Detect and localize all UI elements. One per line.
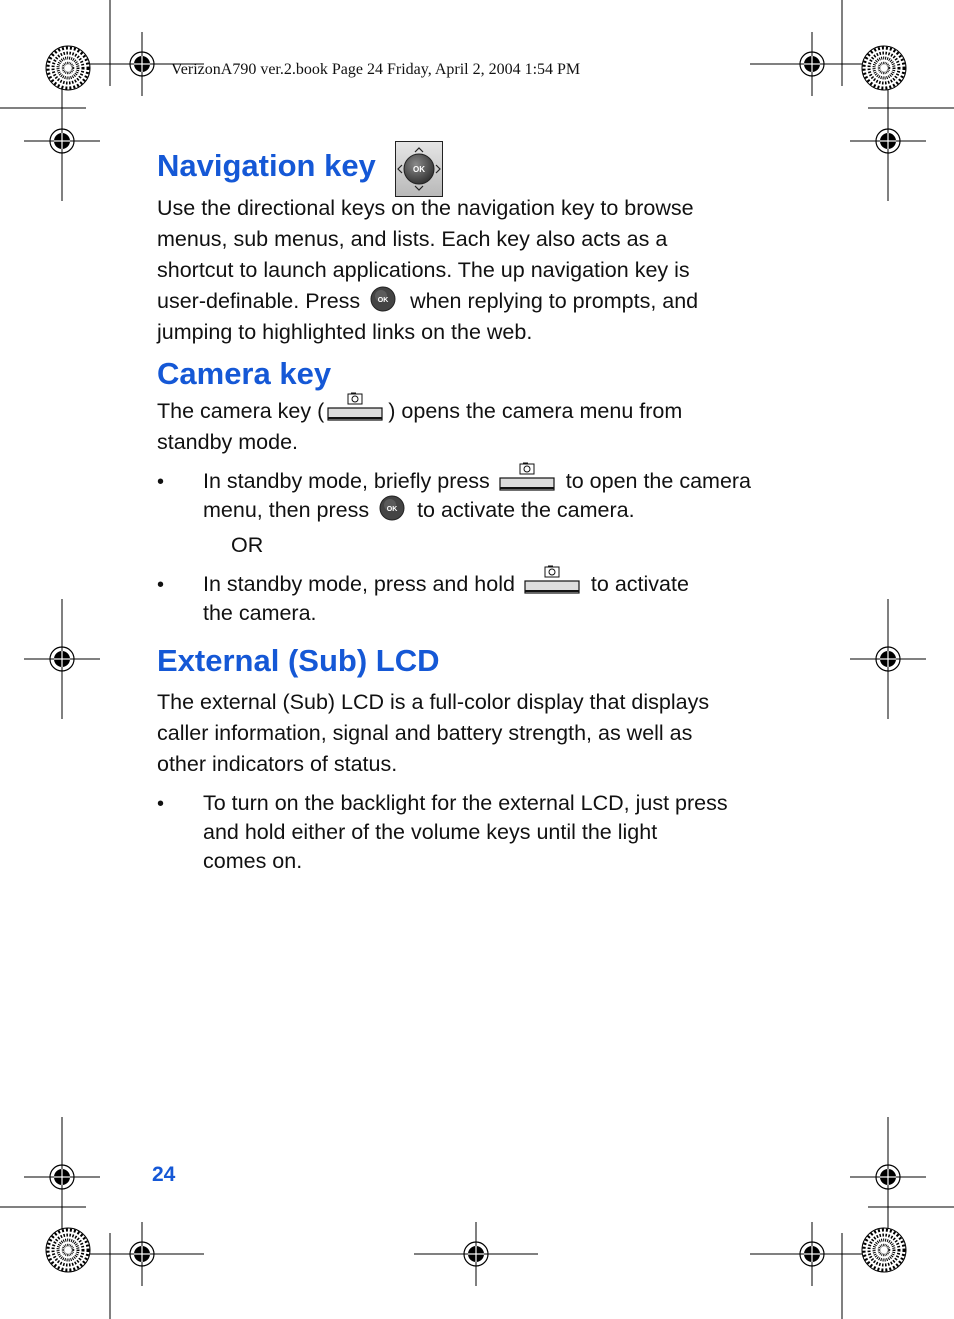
nav-paragraph-line-2: menus, sub menus, and lists. Each key also acts as a [157,227,668,251]
lcd-paragraph-line-3: other indicators of status. [157,752,398,776]
lcd-bullet-1-line-2: and hold either of the volume keys until the light [203,820,658,844]
camera-bullet-2-text-a: In standby mode, press and hold [203,572,521,596]
lcd-bullet-1-line-1: To turn on the backlight for the external LCD, just press [203,791,728,815]
camera-bullet-1-line-2 [203,500,635,522]
printer-slug: VerizonA790 ver.2.book Page 24 Friday, April 2, 2004 1:54 PM [171,61,581,78]
heading-navigation-key: Navigation key [157,148,376,183]
ok-key-icon [377,495,407,521]
ok-key-icon [368,286,398,312]
nav-paragraph-line-5: jumping to highlighted links on the web. [157,320,533,344]
camera-bullet-2-line-1 [203,574,689,596]
camera-bullet-1-text-d: to activate the camera. [411,498,635,522]
nav-paragraph-line-3: shortcut to launch applications. The up navigation key is [157,258,690,282]
camera-bullet-1-text-b: to open the camera [559,469,752,493]
nav-paragraph-line-1: Use the directional keys on the navigation key to browse [157,196,694,220]
svg-text:OK: OK [377,297,389,305]
nav-paragraph-line-4 [157,291,698,313]
heading-camera-key: Camera key [157,356,332,391]
camera-bullet-1-text-a: In standby mode, briefly press [203,469,496,493]
camera-line-1-text-a: The camera key ( [157,399,325,423]
svg-text:OK: OK [386,506,398,514]
lcd-paragraph-line-2: caller information, signal and battery strength, as well as [157,721,693,745]
or-separator: OR [231,533,264,557]
heading-external-lcd: External (Sub) LCD [157,643,440,678]
camera-bullet-1-line-1 [203,471,751,493]
camera-bullet-2-text-b: to activate [584,572,689,596]
camera-key-icon [326,392,384,422]
bullet-marker: • [157,574,165,596]
bullet-marker: • [157,471,165,493]
lcd-bullet-1-line-3: comes on. [203,849,303,873]
navigation-key-icon [395,141,443,197]
bullet-marker: • [157,793,165,815]
page-number: 24 [152,1163,176,1186]
lcd-paragraph-line-1: The external (Sub) LCD is a full-color display that displays [157,690,710,714]
nav-line-4-text-b: when replying to prompts, and [404,289,699,313]
svg-text:OK: OK [413,165,425,174]
camera-paragraph-line-2: standby mode. [157,430,299,454]
camera-bullet-1-text-c: menu, then press [203,498,376,522]
camera-line-1-text-b: ) opens the camera menu from [388,399,683,423]
camera-paragraph-line-1 [157,401,682,423]
camera-key-icon [498,462,556,492]
nav-line-4-text-a: user-definable. Press [157,289,367,313]
camera-key-icon [523,565,581,595]
camera-bullet-2-line-2: the camera. [203,601,317,625]
